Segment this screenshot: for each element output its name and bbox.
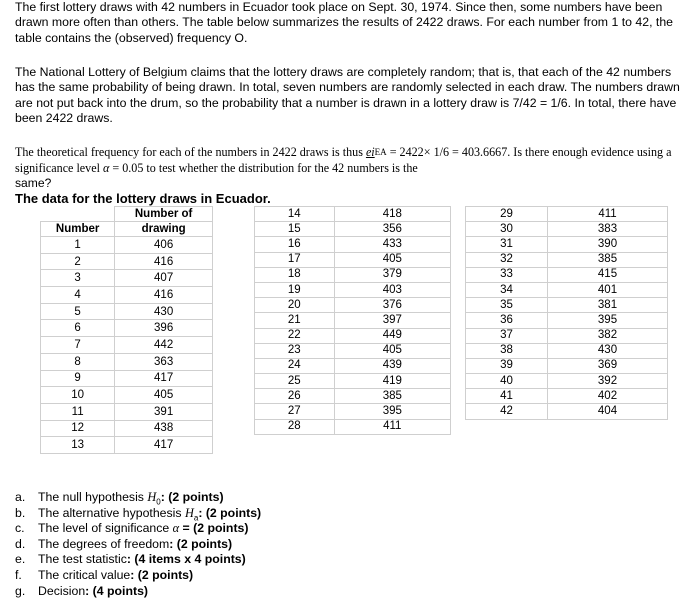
table-header-blank [41,207,115,222]
table-cell-frequency: 395 [548,313,668,328]
table-cell-number: 5 [41,303,115,320]
table-cell-number: 27 [255,404,335,419]
table-row [255,298,451,313]
table-row [41,353,213,370]
intro-paragraph: The first lottery draws with 42 numbers in Ecuador took place on Sept. 30, 1974. Since then, some numbers have been drawn more often than others. The table below summarizes the results of 2422 draws. For each number from 1 to 42, the table contains the (observed) frequency O. [15,0,673,45]
table-cell-frequency: 395 [334,404,450,419]
table-cell-frequency: 417 [115,437,213,454]
table-cell-frequency: 392 [548,374,668,389]
table-row [466,222,668,237]
table-row [41,387,213,404]
question-pre: The alternative hypothesis [38,505,185,520]
question-item [15,568,261,584]
table-cell-frequency: 449 [334,328,450,343]
table-cell-number: 30 [466,222,548,237]
table-cell-frequency: 416 [115,253,213,270]
question-sym: H [147,490,157,504]
table-cell-frequency: 407 [115,270,213,287]
table-cell-number: 21 [255,313,335,328]
table-row [466,267,668,282]
table-cell-frequency: 405 [334,343,450,358]
table-cell-frequency: 411 [334,419,450,434]
question-letter: d. [15,536,26,551]
question-sym: H [184,505,194,520]
table-cell-number: 7 [41,337,115,354]
question-pre: The critical value: (2 points) [38,567,194,582]
question-pre: The degrees of freedom: (2 points) [38,536,233,551]
table-cell-number: 39 [466,358,548,373]
table-cell-number: 29 [466,207,548,222]
question-letter: e. [15,552,26,567]
ei-symbol: ei [365,145,375,159]
table-cell-frequency: 415 [548,267,668,282]
table-cell-frequency: 397 [334,313,450,328]
question-item [15,490,261,506]
question-post: = (2 points) [182,521,249,536]
table-row [255,267,451,282]
table-row [466,298,668,313]
table-cell-number: 10 [41,387,115,404]
question-post: : (2 points) [198,505,262,520]
ei-subscript: EA [374,147,387,157]
question-letter: a. [15,490,26,504]
question-item [15,521,261,537]
table-cell-frequency: 381 [548,298,668,313]
question-pre: The null hypothesis [38,490,148,504]
table-cell-number: 16 [255,237,335,252]
question-text-a: The theoretical frequency for each of the numbers in 2422 draws is thus [15,145,366,159]
table-row [41,403,213,420]
question-item [15,584,261,600]
table-row [255,389,451,404]
table-row [466,282,668,297]
table-cell-number: 24 [255,358,335,373]
table-cell-number: 25 [255,374,335,389]
table-cell-number: 19 [255,282,335,297]
question-sym: α [172,521,180,536]
table-header-number: Number [41,222,115,237]
table-cell-number: 4 [41,287,115,304]
frequency-table-1 [40,206,213,454]
table-cell-frequency: 442 [115,337,213,354]
question-post: : (2 points) [160,490,224,504]
table-header-number-of: Number of [115,207,213,222]
table-row [41,253,213,270]
table-cell-frequency: 417 [115,370,213,387]
table-row [255,374,451,389]
table-cell-frequency: 382 [548,328,668,343]
table-cell-number: 15 [255,222,335,237]
question-list [15,490,261,599]
claim-paragraph: The National Lottery of Belgium claims that the lottery draws are completely random; that is, that each of the 42 numbers has the same probability of being drawn. In total, seven numbers are randomly selected in each draw. The numbers drawn are not put back into the drum, so the probability that a number is drawn in a lottery draw is 7/42 = 1/6. In total, there have been 2422 draws. [15,65,680,126]
table-cell-frequency: 430 [115,303,213,320]
table-row [255,404,451,419]
table-cell-frequency: 433 [334,237,450,252]
table-row [466,237,668,252]
frequency-table-3 [465,206,668,420]
table-cell-number: 32 [466,252,548,267]
question-text-c: = 0.05 to test whether the distribution for the 42 numbers is the [109,161,418,176]
table-cell-number: 41 [466,389,548,404]
table-row [466,343,668,358]
table-cell-number: 12 [41,420,115,437]
table-cell-frequency: 419 [334,374,450,389]
table-cell-number: 14 [255,207,335,222]
table-row [466,404,668,419]
table-row [255,313,451,328]
table-row [255,222,451,237]
table-cell-number: 28 [255,419,335,434]
table-cell-frequency: 402 [548,389,668,404]
table-cell-frequency: 438 [115,420,213,437]
question-text-b: = 2422× 1/6 = 403.6667. Is there enough evidence using a significance level [15,145,672,176]
table-row [255,358,451,373]
table-cell-number: 38 [466,343,548,358]
table-row [466,374,668,389]
question-text-d: same? [15,176,52,191]
table-row [466,313,668,328]
table-cell-number: 17 [255,252,335,267]
table-cell-number: 1 [41,237,115,254]
table-cell-number: 23 [255,343,335,358]
table-cell-number: 37 [466,328,548,343]
table-cell-frequency: 405 [115,387,213,404]
question-letter: f. [15,567,22,582]
frequency-table-2 [254,206,451,435]
table-cell-number: 9 [41,370,115,387]
table-row [41,420,213,437]
table-row [41,270,213,287]
table-cell-number: 18 [255,267,335,282]
table-cell-frequency: 396 [115,320,213,337]
table-cell-frequency: 404 [548,404,668,419]
question-sub: 0 [156,497,161,507]
table-cell-number: 34 [466,282,548,297]
table-row [41,237,213,254]
question-letter: c. [15,521,25,536]
question-letter: b. [15,505,26,520]
table-cell-number: 11 [41,403,115,420]
table-cell-frequency: 369 [548,358,668,373]
table-row [466,207,668,222]
table-row [41,437,213,454]
table-cell-frequency: 379 [334,267,450,282]
table-cell-frequency: 385 [334,389,450,404]
table-cell-number: 35 [466,298,548,313]
table-row [466,252,668,267]
table-cell-number: 36 [466,313,548,328]
table-row [41,370,213,387]
table-cell-frequency: 385 [548,252,668,267]
table-cell-number: 40 [466,374,548,389]
question-item [15,552,261,568]
table-cell-frequency: 405 [334,252,450,267]
question-item [15,537,261,553]
question-paragraph [15,145,683,192]
question-sub: a [193,513,199,523]
table-row [255,252,451,267]
table-cell-frequency: 406 [115,237,213,254]
table-row [466,389,668,404]
table-cell-number: 13 [41,437,115,454]
table-cell-number: 42 [466,404,548,419]
table-cell-number: 2 [41,253,115,270]
alpha-symbol: α [102,161,110,176]
table-cell-number: 33 [466,267,548,282]
table-row [466,328,668,343]
table-row [255,282,451,297]
table-cell-frequency: 363 [115,353,213,370]
table-cell-frequency: 391 [115,403,213,420]
table-cell-frequency: 356 [334,222,450,237]
table-row [41,287,213,304]
table-row [255,237,451,252]
question-pre: The test statistic: (4 items x 4 points) [38,552,246,567]
table-row [255,419,451,434]
table-row [255,328,451,343]
data-heading: The data for the lottery draws in Ecuador. [15,191,271,206]
table-row [466,358,668,373]
table-cell-number: 22 [255,328,335,343]
table-cell-frequency: 418 [334,207,450,222]
question-item [15,506,261,522]
table-cell-frequency: 403 [334,282,450,297]
table-cell-number: 8 [41,353,115,370]
table-row [41,337,213,354]
table-cell-frequency: 430 [548,343,668,358]
table-row [255,343,451,358]
table-cell-frequency: 383 [548,222,668,237]
table-row [255,207,451,222]
table-cell-number: 6 [41,320,115,337]
table-cell-frequency: 376 [334,298,450,313]
question-pre: Decision: (4 points) [38,583,149,598]
table-cell-frequency: 416 [115,287,213,304]
table-cell-frequency: 401 [548,282,668,297]
table-cell-number: 20 [255,298,335,313]
table-cell-frequency: 390 [548,237,668,252]
question-letter: g. [15,583,26,598]
table-header-drawing: drawing [115,222,213,237]
question-pre: The level of significance [38,521,173,536]
table-cell-number: 31 [466,237,548,252]
table-row [41,303,213,320]
table-cell-frequency: 439 [334,358,450,373]
table-cell-frequency: 411 [548,207,668,222]
table-row [41,320,213,337]
table-cell-number: 26 [255,389,335,404]
table-cell-number: 3 [41,270,115,287]
